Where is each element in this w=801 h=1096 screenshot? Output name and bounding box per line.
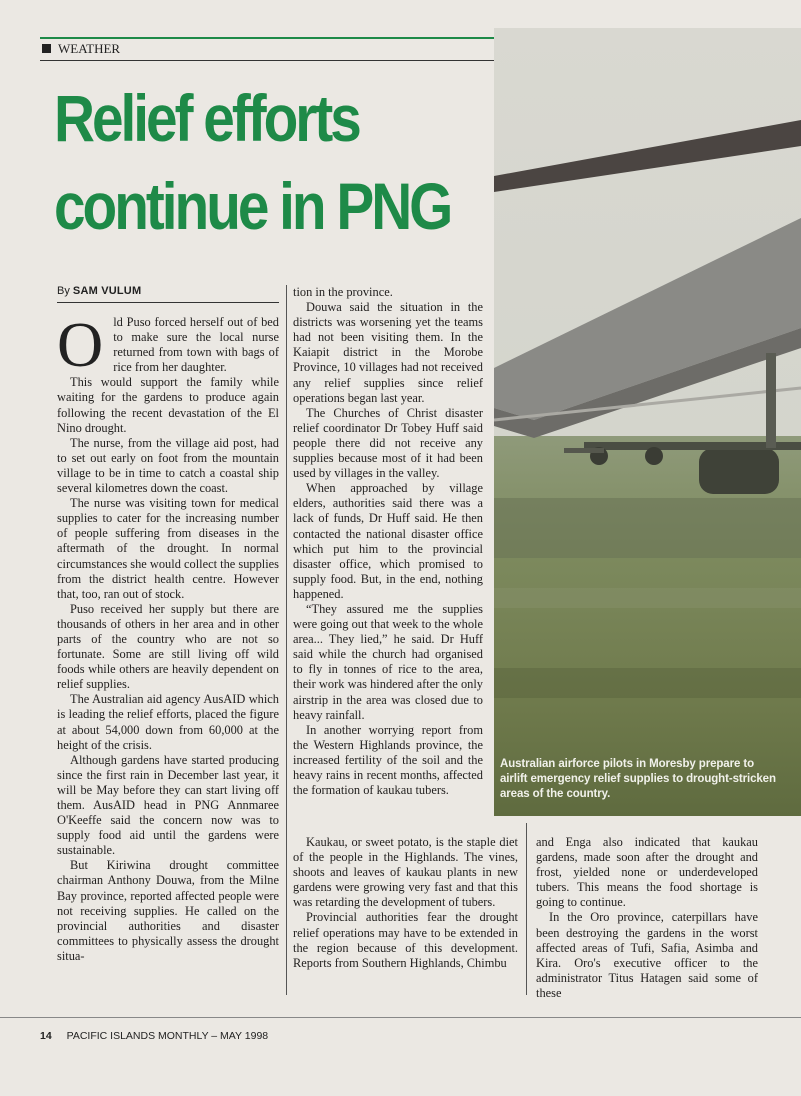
photo-caption: Australian airforce pilots in Moresby prepare to airlift emergency relief supplies to drought-stricken areas of the country. <box>500 758 776 800</box>
article-paragraph: The nurse was visiting town for medical supplies to cater for the increasing number of people suffering from diseases in the aftermath of the drought. In normal circumstances she would collect the supplies from the district health centre. However that, too, ran out of stock. <box>57 496 279 601</box>
article-paragraph: The Australian aid agency AusAID which is leading the relief efforts, placed the figure at about 54,000 down from 60,000 at the height of the crisis. <box>57 692 279 752</box>
section-bullet-icon <box>42 44 51 53</box>
page-footer <box>40 1030 268 1042</box>
article-column-2 <box>293 285 483 798</box>
byline-author: SAM VULUM <box>72 285 142 297</box>
article-paragraph: Provincial authorities fear the drought relief operations may have to be extended in the region because of this development. Reports from Southern Highlands, Chimbu <box>293 910 518 970</box>
aircraft-photo <box>494 28 801 816</box>
article-paragraph: In another worrying report from the Western Highlands province, the increased fertility of the soil and the heavy rains in recent months, affected the formation of kaukau tubers. <box>293 722 483 798</box>
article-paragraph: Old Puso forced herself out of bed to make sure the local nurse returned from town with bags of rice from her daughter. <box>57 309 279 380</box>
section-top-rule <box>40 37 494 39</box>
article-paragraph: The nurse, from the village aid post, had to set out early on foot from the mountain village to be in time to catch a coastal ship several kilometres down the coast. <box>57 435 279 496</box>
drop-cap: O <box>57 309 104 380</box>
footer-rule <box>0 1017 801 1018</box>
article-paragraph: Puso received her supply but there are thousands of others in her area and in other parts of the country who are not so fortunate. Some are still living off wild foods while others are heavily dependent on relief supplies. <box>57 601 279 692</box>
article-paragraph: But Kiriwina drought committee chairman Anthony Douwa, from the Milne Bay province, reported affected people were not receiving supplies. He called on the provincial authorities and disaster committees to physically assess the drought situa- <box>57 858 279 963</box>
article-paragraph: In the Oro province, caterpillars have been destroying the gardens in the worst affected areas of Tufi, Safia, Asimba and Kira. Oro's executive officer to the administrator Titus Hatagen said some of these <box>536 910 758 1000</box>
aircraft-photo-graphic <box>494 28 801 816</box>
page-number: 14 <box>40 1030 52 1042</box>
article-paragraph: Douwa said the situation in the districts was worsening yet the teams had not been visiting them. In the Kaiapit district in the Morobe Province, 10 villages had not received any relief supplies since relief operations began last year. <box>293 300 483 405</box>
byline-prefix: By <box>57 285 70 297</box>
article-paragraph: and Enga also indicated that kaukau gardens, made soon after the drought and frost, yielded none or underdeveloped tubers. This means the food shortage is going to continue. <box>536 835 758 910</box>
byline <box>57 285 141 297</box>
headline <box>54 74 451 250</box>
article-paragraph: tion in the province. <box>293 285 393 299</box>
headline-line-2: continue in PNG <box>54 169 451 243</box>
article-paragraph: Kaukau, or sweet potato, is the staple diet of the people in the Highlands. The vines, shoots and leaves of kaukau plants in new gardens were growing very fast and that this was retarding the development of tubers. <box>293 835 518 910</box>
column-divider <box>286 285 287 995</box>
section-label: WEATHER <box>58 41 121 56</box>
article-paragraph: This would support the family while waiting for the gardens to produce again following the recent devastation of the El Nino drought. <box>57 375 279 435</box>
byline-rule <box>57 302 279 303</box>
headline-line-1: Relief efforts <box>54 81 359 155</box>
publication-name: PACIFIC ISLANDS MONTHLY – MAY 1998 <box>66 1030 269 1042</box>
column-divider <box>526 823 527 995</box>
article-paragraph: When approached by village elders, authorities said there was a lack of funds, Dr Huff said. He then contacted the national disaster office which put him to the provincial disaster office, which promised to supply food. But, in the end, nothing happened. <box>293 481 483 601</box>
article-paragraph: “They assured me the supplies were going out that week to the whole area... They lied,” he said. Dr Huff said while the church had organised to fly in tonnes of rice to the area, their work was hindered after the only airstrip in the area was closed due to heavy rainfall. <box>293 601 483 722</box>
article-column-1 <box>57 309 279 964</box>
article-column-3 <box>536 835 758 1001</box>
article-paragraph: Although gardens have started producing since the first rain in December last year, it will be May before they can start living off them. AusAID head in PNG Annmaree O'Keeffe said the concern now was to supply food aid until the gardens were sustainable. <box>57 752 279 858</box>
article-column-2-continued <box>293 835 518 971</box>
article-paragraph: The Churches of Christ disaster relief coordinator Dr Tobey Huff said people there did not receive any supplies because most of it had been used by villages in the valley. <box>293 405 483 481</box>
section-bottom-rule <box>40 60 494 61</box>
